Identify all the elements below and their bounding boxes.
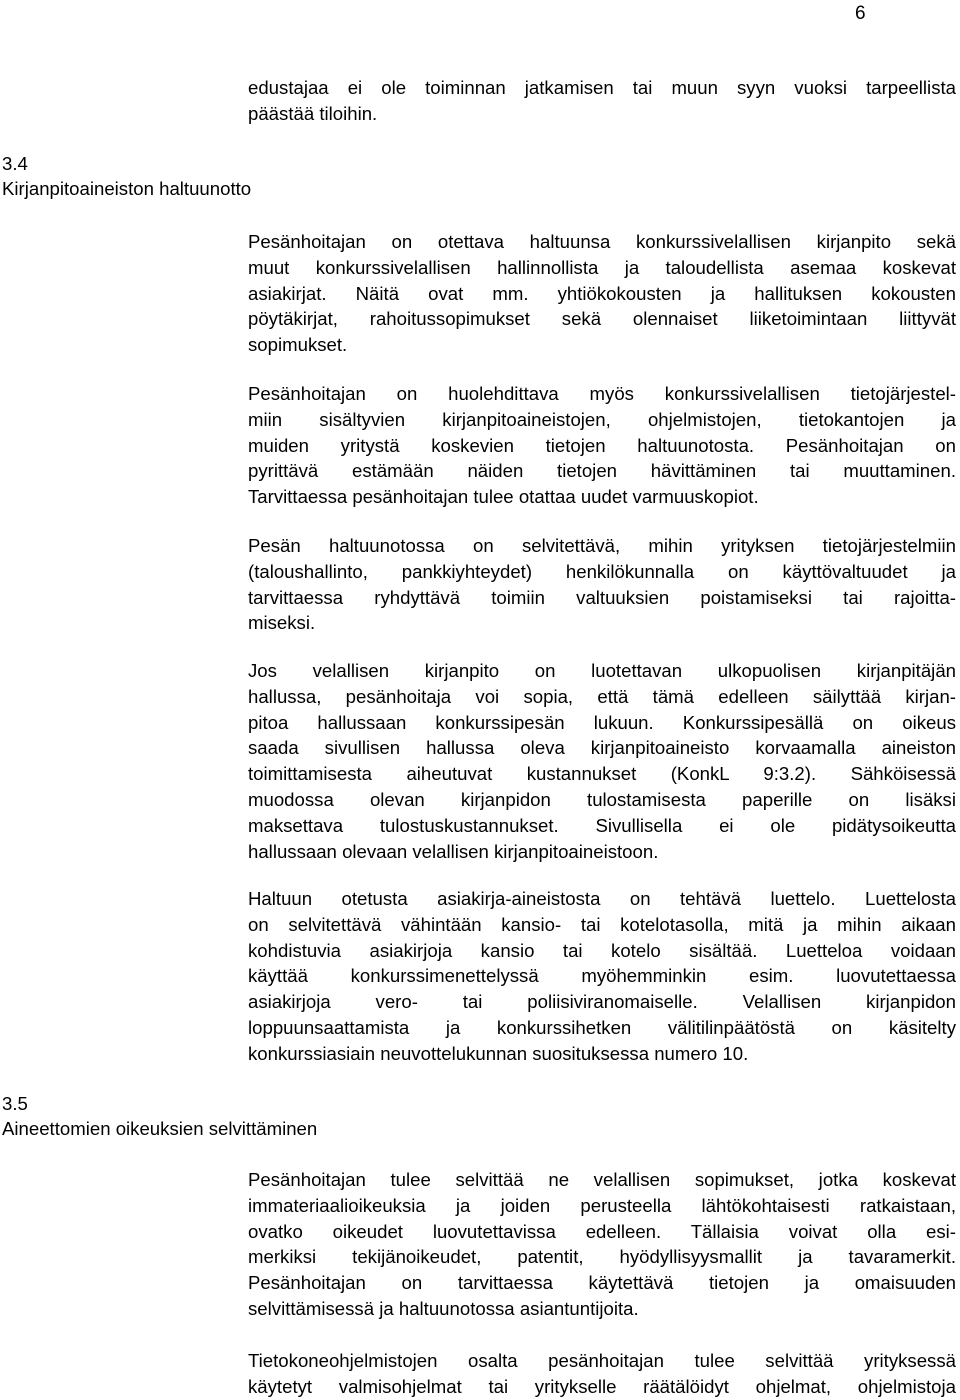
text-line: käytetyt valmisohjelmat tai yritykselle räätälöidyt ohjelmat, ohjelmistoja <box>248 1375 956 1397</box>
paragraph <box>248 1348 956 1400</box>
text-line: Haltuun otetusta asiakirja-aineistosta on tehtävä luettelo. Luettelosta <box>248 888 956 909</box>
text-line: hallussa, pesänhoitaja voi sopia, että tämä edelleen säilyttää kirjan- <box>248 685 956 707</box>
text-line: edustajaa ei ole toiminnan jatkamisen tai muun syyn vuoksi tarpeellista <box>248 77 956 98</box>
text-line: ovatko oikeudet luovutettavissa edelleen. Tällaisia voivat olla esi- <box>248 1220 956 1242</box>
text-line: asiakirjoja vero- tai poliisiviranomaiselle. Velallisen kirjanpidon <box>248 991 956 1013</box>
text-line: Tietokoneohjelmistojen osalta pesänhoitajan tulee selvittää yrityksessä <box>248 1350 956 1371</box>
section-number: 3.5 <box>2 1093 28 1114</box>
text-line: miseksi. <box>248 612 316 634</box>
text-line: asiakirjat. Näitä ovat mm. yhtiökokousten ja hallituksen kokousten <box>248 282 956 304</box>
text-line: kohdistuvia asiakirjoja kansio tai kotelo sisältää. Luetteloa voidaan <box>248 939 956 961</box>
text-line: Pesänhoitajan on tarvittaessa käytettävä tietojen ja omaisuuden <box>248 1272 956 1294</box>
text-line: loppuunsaattamista ja konkurssihetken välitilinpäätöstä on käsitelty <box>248 1016 956 1038</box>
text-line: miin sisältyvien kirjanpitoaineistojen, ohjelmistojen, tietokantojen ja <box>248 408 956 430</box>
text-line: muodossa olevan kirjanpidon tulostamisesta paperille on lisäksi <box>248 788 956 810</box>
text-line: pitoa hallussaan konkurssipesän lukuun. Konkurssipesällä on oikeus <box>248 711 956 733</box>
paragraph <box>248 886 956 1067</box>
text-line: merkiksi tekijänoikeudet, patentit, hyödyllisyysmallit ja tavaramerkit. <box>248 1246 956 1268</box>
text-line: maksettava tulostuskustannukset. Sivullisella ei ole pidätysoikeutta <box>248 814 956 836</box>
continuation-paragraph <box>248 75 956 127</box>
text-line: on selvitettävä vähintään kansio- tai kotelotasolla, mitä ja mihin aikaan <box>248 913 956 935</box>
text-line: hallussaan olevaan velallisen kirjanpitoaineistoon. <box>248 840 659 862</box>
text-line: konkurssiasiain neuvottelukunnan suosituksessa numero 10. <box>248 1042 749 1064</box>
text-line: Pesänhoitajan on otettava haltuunsa konkurssivelallisen kirjanpito sekä <box>248 231 956 252</box>
page-number: 6 <box>855 3 866 24</box>
text-line: toimittamisesta aiheutuvat kustannukset (KonkL 9:3.2). Sähköisessä <box>248 763 956 785</box>
section-heading-3-5 <box>2 1091 317 1141</box>
text-line: sopimukset. <box>248 334 348 356</box>
text-line: käyttää konkurssimenettelyssä myöhemminkin esim. luovutettaessa <box>248 965 956 987</box>
paragraph <box>248 229 956 358</box>
paragraph <box>248 533 956 636</box>
text-line: pöytäkirjat, rahoitussopimukset sekä olennaiset liiketoimintaan liittyvät <box>248 308 956 330</box>
text-line: saada sivullisen hallussa oleva kirjanpitoaineisto korvaamalla aineiston <box>248 737 956 759</box>
section-title: Aineettomien oikeuksien selvittäminen <box>2 1118 318 1139</box>
text-line: muiden yritystä koskevien tietojen haltuunotosta. Pesänhoitajan on <box>248 434 956 456</box>
text-line: selvittämisessä ja haltuunotossa asiantuntijoita. <box>248 1297 639 1319</box>
text-line: (taloushallinto, pankkiyhteydet) henkilökunnalla on käyttövaltuudet ja <box>248 560 956 582</box>
text-line: Pesänhoitajan tulee selvittää ne velallisen sopimukset, jotka koskevat <box>248 1169 956 1190</box>
text-line: Jos velallisen kirjanpito on luotettavan ulkopuolisen kirjanpitäjän <box>248 660 956 681</box>
text-line: muut konkurssivelallisen hallinnollista ja taloudellista asemaa koskevat <box>248 256 956 278</box>
paragraph <box>248 658 956 864</box>
text-line: tarvittaessa ryhdyttävä toimiin valtuuksien poistamiseksi tai rajoitta- <box>248 586 956 608</box>
text-line: Pesän haltuunotossa on selvitettävä, mihin yrityksen tietojärjestelmiin <box>248 535 956 556</box>
section-title: Kirjanpitoaineiston haltuunotto <box>2 178 252 199</box>
text-line: Tarvittaessa pesänhoitajan tulee otattaa uudet varmuuskopiot. <box>248 486 759 508</box>
section-heading-3-4 <box>2 151 251 201</box>
text-line: immateriaalioikeuksia ja joiden perusteella lähtökohtaisesti ratkaistaan, <box>248 1194 956 1216</box>
paragraph <box>248 381 956 510</box>
section-number: 3.4 <box>2 153 28 174</box>
text-line: Pesänhoitajan on huolehdittava myös konkurssivelallisen tietojärjestel- <box>248 383 956 404</box>
text-line: päästää tiloihin. <box>248 102 378 124</box>
text-line: pyrittävä estämään näiden tietojen hävittäminen tai muuttaminen. <box>248 460 956 482</box>
paragraph <box>248 1167 956 1322</box>
